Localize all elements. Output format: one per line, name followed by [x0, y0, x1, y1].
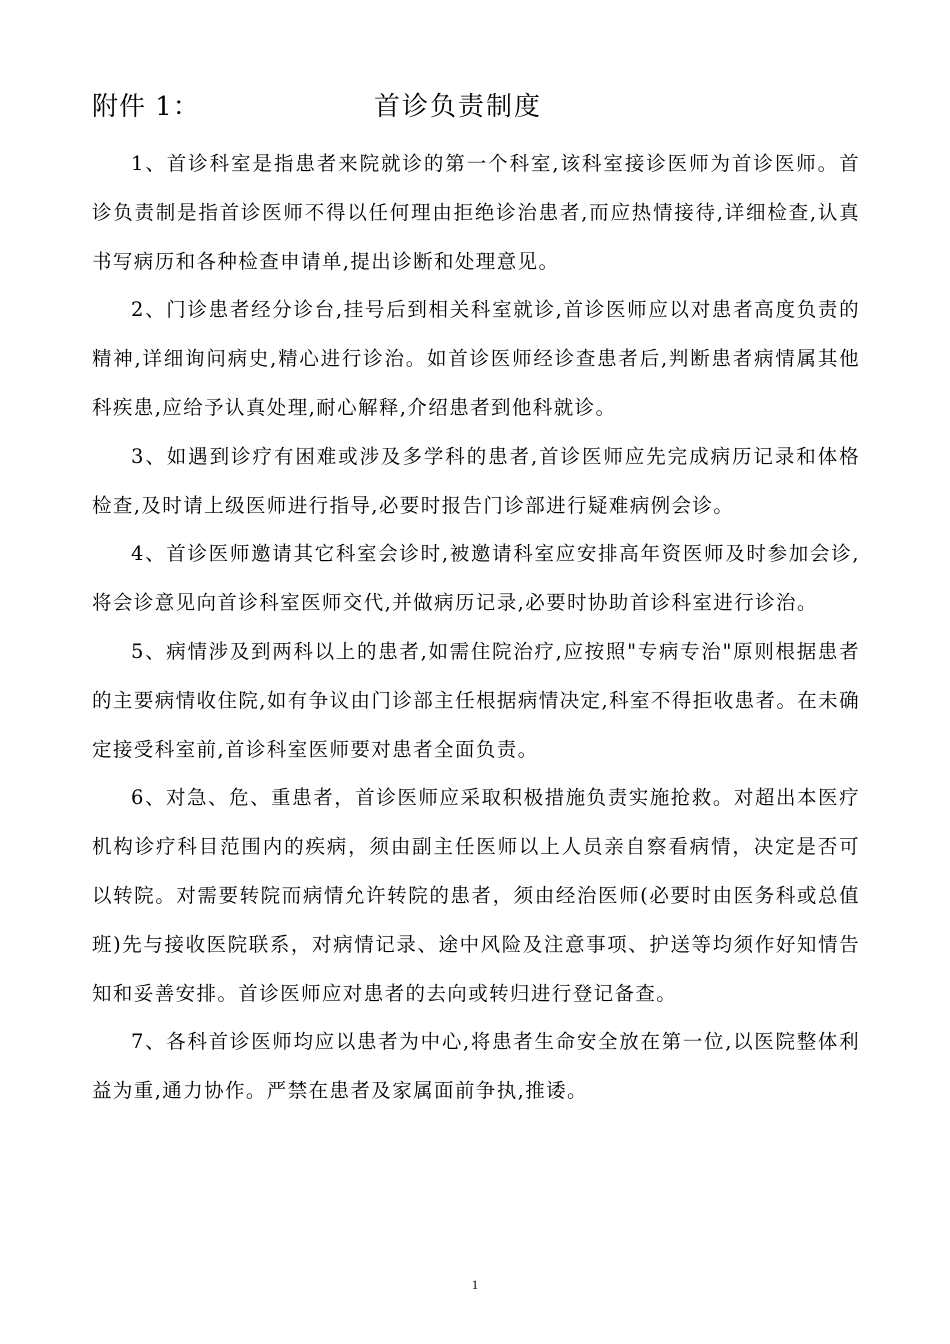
paragraph-5: 5、病情涉及到两科以上的患者,如需住院治疗,应按照"专病专治"原则根据患者的主要病情收住院,如有争议由门诊部主任根据病情决定,科室不得拒收患者。在未确定接受科室前,首诊科室医师要对患者全面负责。 — [92, 639, 860, 761]
paragraph-6: 6、对急、危、重患者，首诊医师应采取积极措施负责实施抢救。对超出本医疗机构诊疗科目范围内的疾病，须由副主任医师以上人员亲自察看病情，决定是否可以转院。对需要转院而病情允许转院的患者，须由经治医师(必要时由医务科或总值班)先与接收医院联系，对病情记录、途中风险及注意事项、护送等均须作好知情告知和妥善安排。首诊医师应对患者的去向或转归进行登记备查。 — [92, 786, 860, 1005]
page-number: 1 — [471, 1277, 479, 1292]
paragraph-3: 3、如遇到诊疗有困难或涉及多学科的患者,首诊医师应先完成病历记录和体格检查,及时请上级医师进行指导,必要时报告门诊部进行疑难病例会诊。 — [92, 444, 860, 517]
paragraph-2: 2、门诊患者经分诊台,挂号后到相关科室就诊,首诊医师应以对患者高度负责的精神,详细询问病史,精心进行诊治。如首诊医师经诊查患者后,判断患者病情属其他科疾患,应给予认真处理,耐心解释,介绍患者到他科就诊。 — [92, 298, 860, 419]
document-body — [92, 140, 860, 1116]
paragraph-7: 7、各科首诊医师均应以患者为中心,将患者生命安全放在第一位,以医院整体利益为重,通力协作。严禁在患者及家属面前争执,推诿。 — [92, 1030, 860, 1103]
attachment-label: 附件 1： — [92, 92, 200, 122]
paragraph-1: 1、首诊科室是指患者来院就诊的第一个科室,该科室接诊医师为首诊医师。首诊负责制是指首诊医师不得以任何理由拒绝诊治患者,而应热情接待,详细检查,认真书写病历和各种检查申请单,提出诊断和处理意见。 — [92, 152, 860, 273]
document-header — [92, 84, 872, 130]
paragraph-4: 4、首诊医师邀请其它科室会诊时,被邀请科室应安排高年资医师及时参加会诊,将会诊意见向首诊科室医师交代,并做病历记录,必要时协助首诊科室进行诊治。 — [92, 542, 860, 615]
page-title: 首诊负责制度 — [374, 92, 543, 122]
